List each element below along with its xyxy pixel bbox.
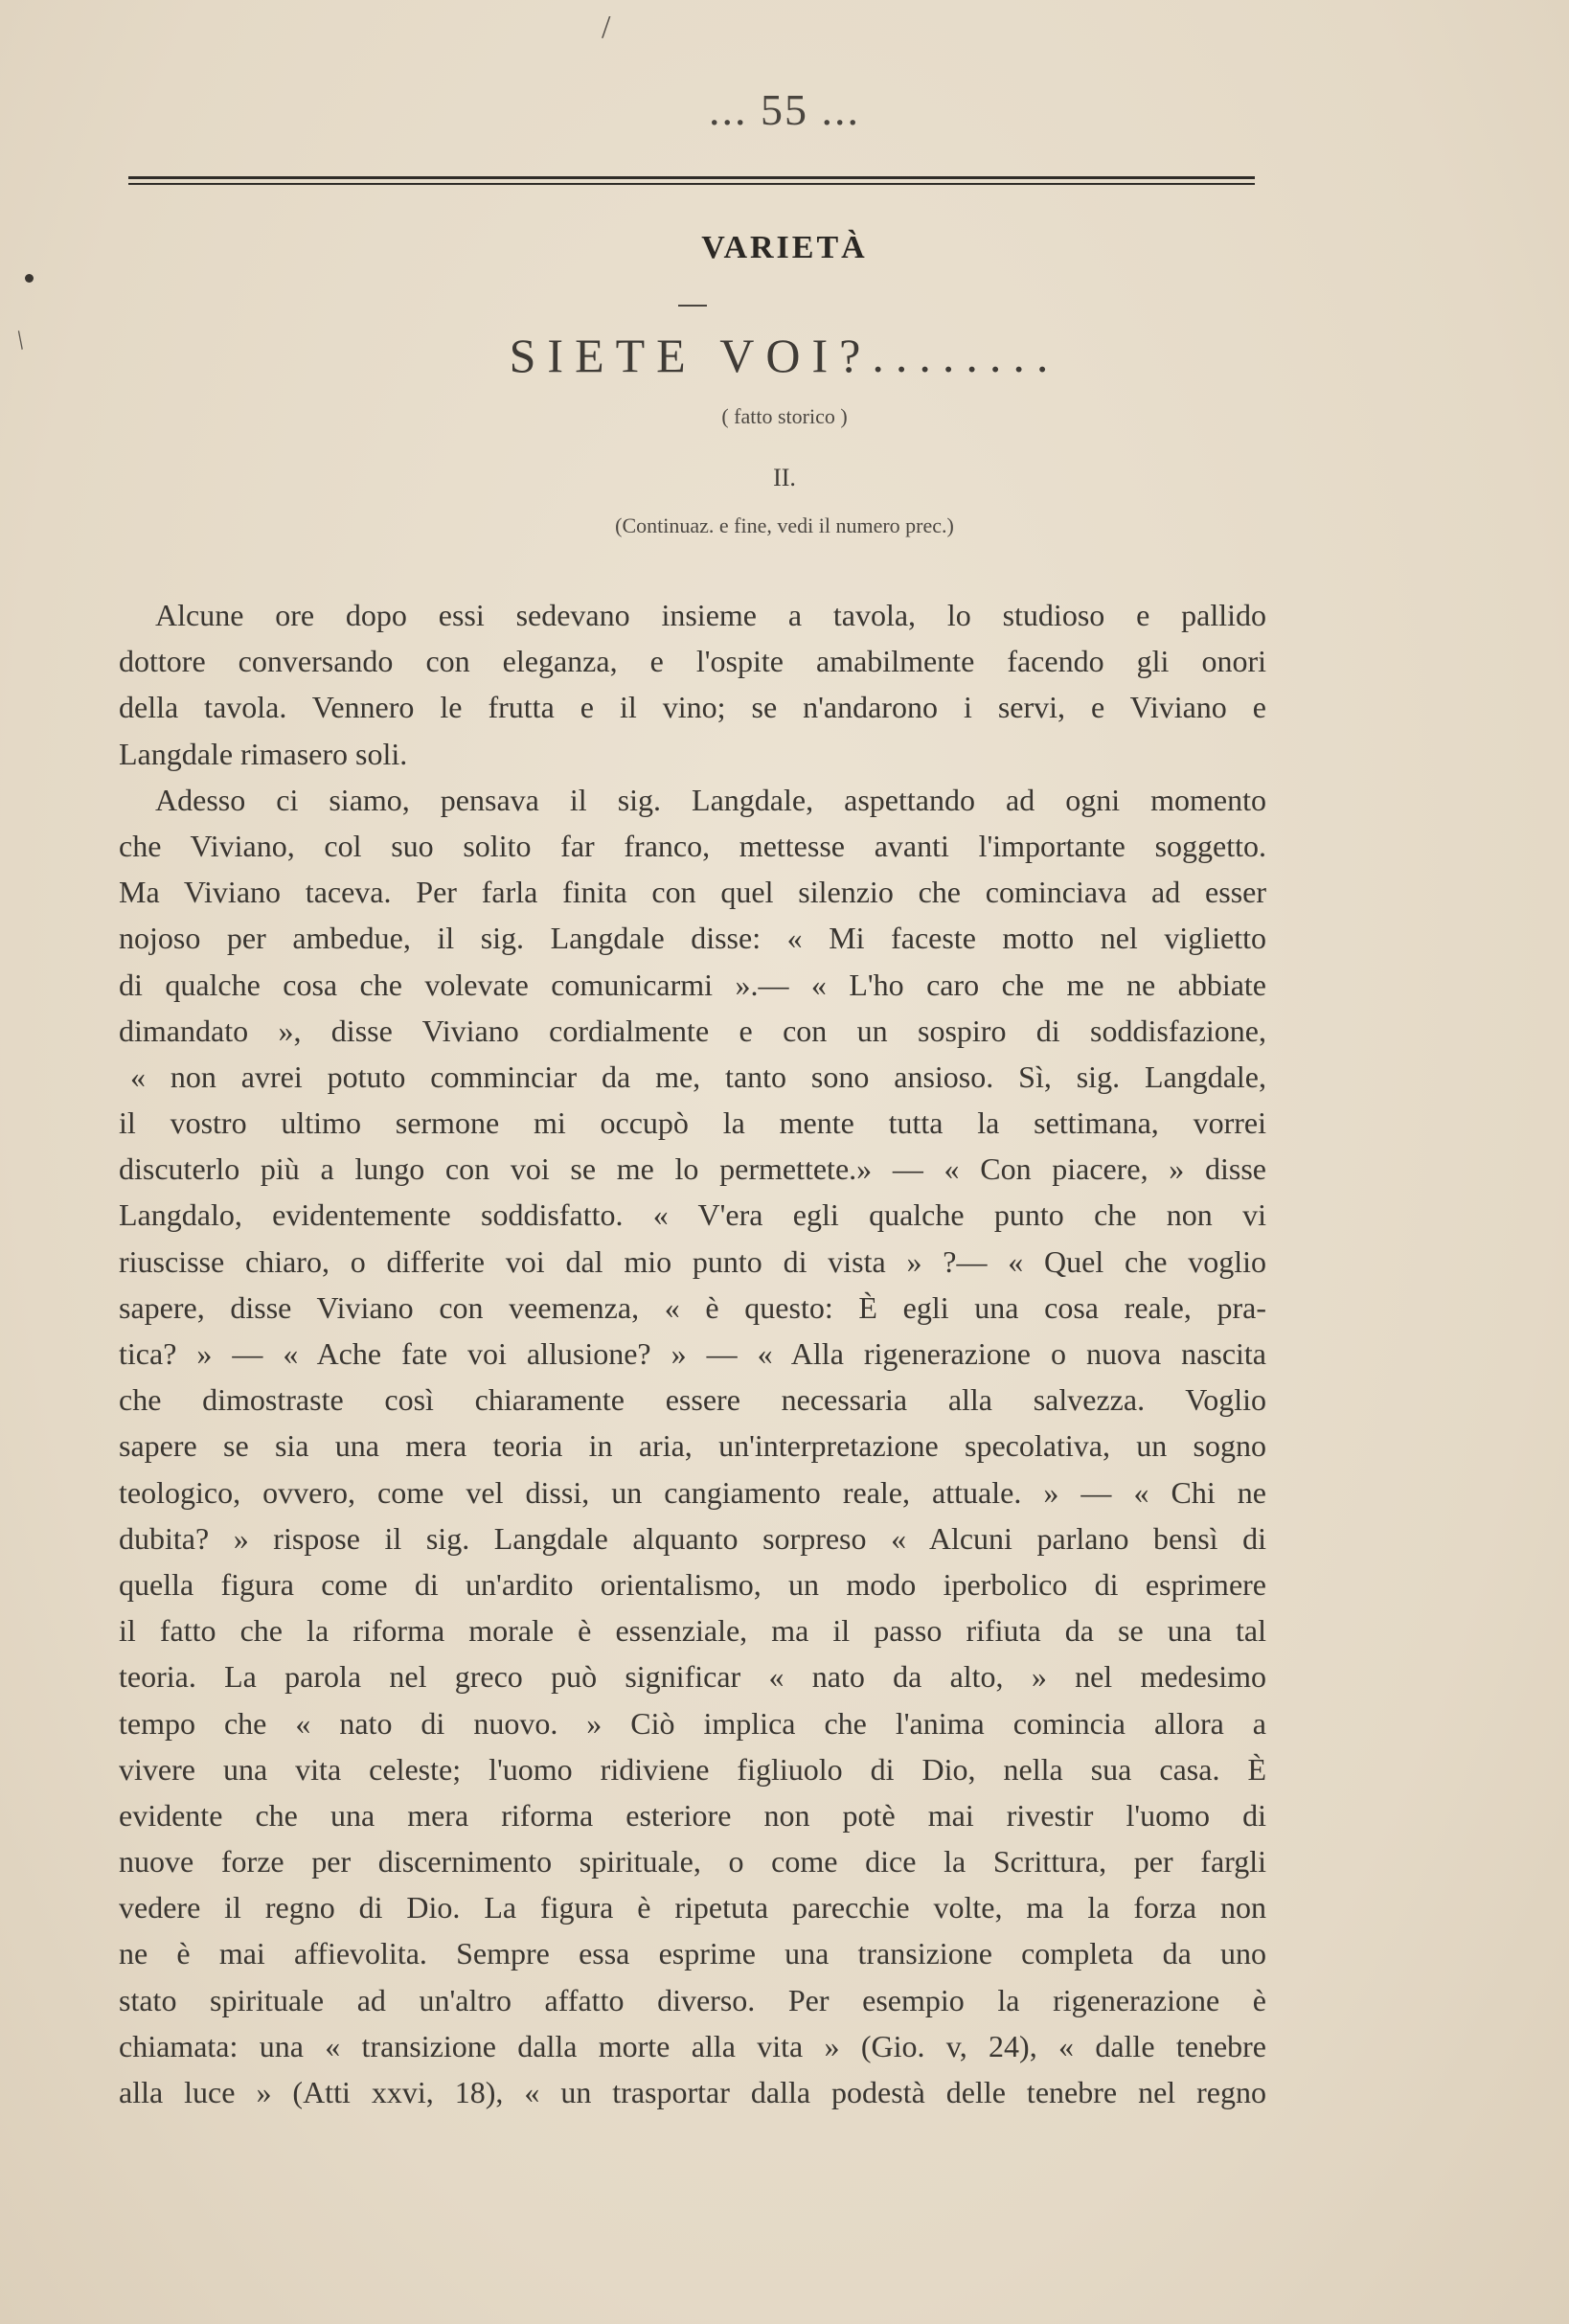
page-number: ... 55 ...	[709, 85, 860, 134]
section-heading: VARIETÀ	[701, 230, 868, 265]
text-line: Langdalo, evidentemente soddisfatto. « V'era egli qualche punto che non vi	[119, 1197, 1266, 1233]
text-line: ne è mai affievolita. Sempre essa esprime una transizione completa da uno	[119, 1936, 1266, 1971]
text-line: evidente che una mera riforma esteriore non potè mai rivestir l'uomo di	[119, 1797, 1266, 1833]
text-line: sapere, disse Viviano con veemenza, « è questo: È egli una cosa reale, pra-	[119, 1289, 1266, 1325]
text-line: dottore conversando con eleganza, e l'ospite amabilmente facendo gli onori	[119, 644, 1266, 679]
text-line: dubita? » rispose il sig. Langdale alquanto sorpreso « Alcuni parlano bensì di	[119, 1520, 1266, 1556]
text-line: vivere una vita celeste; l'uomo ridiviene figliuolo di Dio, nella sua casa. È	[119, 1751, 1266, 1787]
handwritten-mark: /	[602, 10, 611, 45]
text-line: dimandato », disse Viviano cordialmente e con un sospiro di soddisfazione,	[119, 1013, 1266, 1048]
ink-spot	[25, 274, 34, 283]
text-line: di qualche cosa che volevate comunicarmi ».— « L'ho caro che me ne abbiate	[119, 967, 1266, 1002]
text-line: Langdale rimasero soli.	[119, 736, 408, 771]
text-line: nuove forze per discernimento spirituale, o come dice la Scrittura, per fargli	[119, 1844, 1266, 1880]
text-line: riuscisse chiaro, o differite voi dal mio punto di vista » ?— « Quel che voglio	[119, 1243, 1266, 1279]
text-line: che Viviano, col suo solito far franco, mettesse avanti l'importante soggetto.	[119, 828, 1266, 863]
text-line: il vostro ultimo sermone mi occupò la mente tutta la settimana, vorrei	[119, 1105, 1266, 1141]
text-line: Alcune ore dopo essi sedevano insieme a tavola, lo studioso e pallido	[155, 598, 1266, 632]
text-line: Ma Viviano taceva. Per farla finita con quel silenzio che cominciava ad esser	[119, 875, 1266, 910]
article-title: SIETE VOI?........	[509, 329, 1060, 382]
text-line: vedere il regno di Dio. La figura è ripetuta parecchie volte, ma la forza non	[119, 1890, 1266, 1925]
text-line: teologico, ovvero, come vel dissi, un cangiamento reale, attuale. » — « Chi ne	[119, 1474, 1266, 1510]
text-line: stato spirituale ad un'altro affatto diverso. Per esempio la rigenerazione è	[119, 1982, 1266, 2017]
text-line: quella figura come di un'ardito orientalismo, un modo iperbolico di esprimere	[119, 1566, 1266, 1602]
text-line: chiamata: una « transizione dalla morte alla vita » (Gio. v, 24), « dalle tenebre	[119, 2028, 1266, 2063]
text-line: tica? » — « Ache fate voi allusione? » — « Alla rigenerazione o nuova nascita	[119, 1336, 1266, 1371]
text-line: tempo che « nato di nuovo. » Ciò implica che l'anima comincia allora a	[119, 1705, 1266, 1741]
divider-dash	[678, 305, 707, 307]
header-rule	[128, 176, 1255, 179]
handwritten-mark: /	[10, 326, 32, 355]
text-line: della tavola. Vennero le frutta e il vino; se n'andarono i servi, e Viviano e	[119, 690, 1266, 725]
text-line: il fatto che la riforma morale è essenziale, ma il passo rifiuta da se una tal	[119, 1613, 1266, 1649]
text-line: discuterlo più a lungo con voi se me lo permettete.» — « Con piacere, » disse	[119, 1151, 1266, 1187]
text-line: nojoso per ambedue, il sig. Langdale disse: « Mi faceste motto nel viglietto	[119, 921, 1266, 956]
part-number: II.	[773, 464, 796, 491]
text-line: alla luce » (Atti xxvi, 18), « un trasportar dalla podestà delle tenebre nel regno	[119, 2075, 1266, 2109]
text-line: « non avrei potuto comminciar da me, tanto sono ansioso. Sì, sig. Langdale,	[130, 1059, 1266, 1094]
article-subtitle: ( fatto storico )	[721, 404, 848, 428]
continuation-note: (Continuaz. e fine, vedi il numero prec.)	[615, 513, 954, 537]
header-rule	[128, 183, 1255, 185]
text-line: Adesso ci siamo, pensava il sig. Langdale, aspettando ad ogni momento	[155, 782, 1266, 817]
text-line: che dimostraste così chiaramente essere necessaria alla salvezza. Voglio	[119, 1382, 1266, 1418]
text-line: sapere se sia una mera teoria in aria, un'interpretazione specolativa, un sogno	[119, 1428, 1266, 1464]
body-text	[119, 592, 1266, 2115]
text-line: teoria. La parola nel greco può significar « nato da alto, » nel medesimo	[119, 1659, 1266, 1695]
